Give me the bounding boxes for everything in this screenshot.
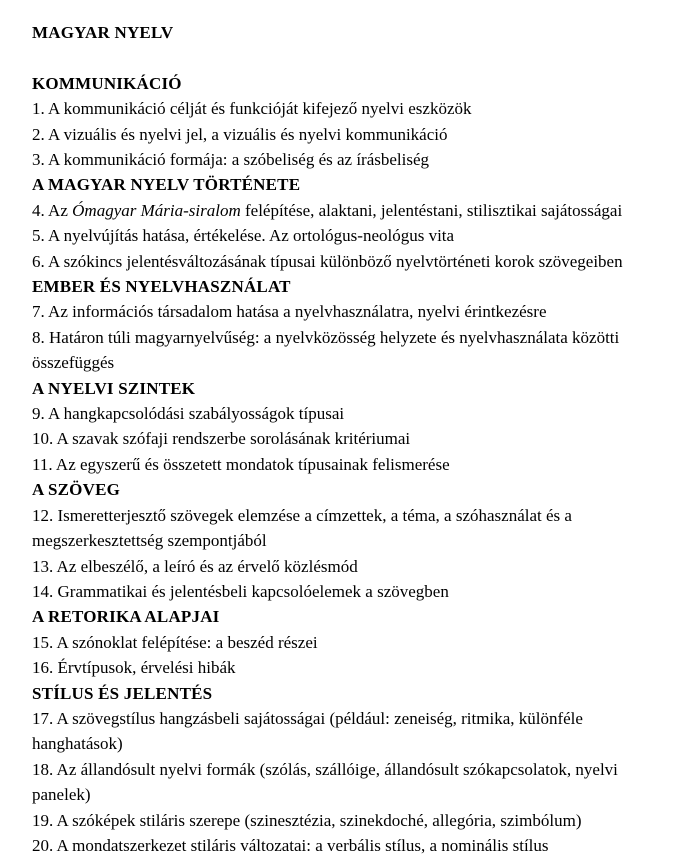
- topic-item-18: 18. Az állandósult nyelvi formák (szólás, szállóige, állandósult szókapcsolatok, nyelvi panelek): [32, 759, 618, 805]
- topic-item-20: 20. A mondatszerkezet stiláris változatai: a verbális stílus, a nominális stílus: [32, 835, 549, 855]
- topic-item-9: 9. A hangkapcsolódási szabályosságok típusai: [32, 404, 345, 424]
- work-title-omagyar-maria-siralom: Ómagyar Mária-siralom: [72, 200, 241, 220]
- topic-item-2: 2. A vizuális és nyelvi jel, a vizuális és nyelvi kommunikáció: [32, 124, 448, 144]
- topic-item-6: 6. A szókincs jelentésváltozásának típusai különböző nyelvtörténeti korok szövegeiben: [32, 251, 623, 271]
- section-nyelvi-szintek: [32, 376, 663, 478]
- section-kommunikacio: [32, 71, 663, 173]
- section-heading-nyelv-tortenete: A MAGYAR NYELV TÖRTÉNETE: [32, 175, 301, 195]
- topic-item-7: 7. Az információs társadalom hatása a nyelvhasználatra, nyelvi érintkezésre: [32, 302, 547, 322]
- topic-item-14: 14. Grammatikai és jelentésbeli kapcsolóelemek a szövegben: [32, 581, 449, 601]
- section-heading-retorika-alapjai: A RETORIKA ALAPJAI: [32, 607, 220, 627]
- section-heading-nyelvi-szintek: A NYELVI SZINTEK: [32, 378, 196, 398]
- topic-item-4: [32, 198, 663, 223]
- section-stilus-es-jelentes: [32, 681, 663, 858]
- section-szoveg: [32, 477, 663, 604]
- section-heading-kommunikacio: KOMMUNIKÁCIÓ: [32, 73, 182, 93]
- topic-item-8: 8. Határon túli magyarnyelvűség: a nyelvközösség helyzete és nyelvhasználata közötti összefüggés: [32, 327, 620, 373]
- section-ember-es-nyelvhasznalat: [32, 274, 663, 376]
- section-heading-stilus-es-jelentes: STÍLUS ÉS JELENTÉS: [32, 683, 213, 703]
- section-nyelv-tortenete: [32, 172, 663, 274]
- topic-item-15: 15. A szónoklat felépítése: a beszéd részei: [32, 632, 318, 652]
- topic-item-5: 5. A nyelvújítás hatása, értékelése. Az ortológus-neológus vita: [32, 226, 455, 246]
- topic-item-3: 3. A kommunikáció formája: a szóbeliség és az írásbeliség: [32, 150, 430, 170]
- topic-item-12: 12. Ismeretterjesztő szövegek elemzése a címzettek, a téma, a szóhasználat és a megszerkesztettség szempontjából: [32, 505, 572, 551]
- topic-item-10: 10. A szavak szófaji rendszerbe sorolásának kritériumai: [32, 429, 411, 449]
- topic-item-4-prefix: 4. Az: [32, 200, 73, 220]
- section-retorika-alapjai: [32, 604, 663, 680]
- topic-item-19: 19. A szóképek stiláris szerepe (szinesztézia, szinekdoché, allegória, szimbólum): [32, 810, 582, 830]
- topic-item-17: 17. A szövegstílus hangzásbeli sajátosságai (például: zeneiség, ritmika, különféle hanghatások): [32, 708, 583, 754]
- topic-item-16: 16. Érvtípusok, érvelési hibák: [32, 658, 236, 678]
- topic-item-11: 11. Az egyszerű és összetett mondatok típusainak felismerése: [32, 454, 450, 474]
- section-heading-ember-es-nyelvhasznalat: EMBER ÉS NYELVHASZNÁLAT: [32, 277, 291, 297]
- document-title: MAGYAR NYELV: [32, 23, 174, 42]
- topic-item-13: 13. Az elbeszélő, a leíró és az érvelő közlésmód: [32, 556, 358, 576]
- section-heading-szoveg: A SZÖVEG: [32, 480, 121, 500]
- topic-item-1: 1. A kommunikáció célját és funkcióját kifejező nyelvi eszközök: [32, 99, 472, 119]
- topic-item-4-suffix: felépítése, alaktani, jelentéstani, stilisztikai sajátosságai: [240, 200, 623, 220]
